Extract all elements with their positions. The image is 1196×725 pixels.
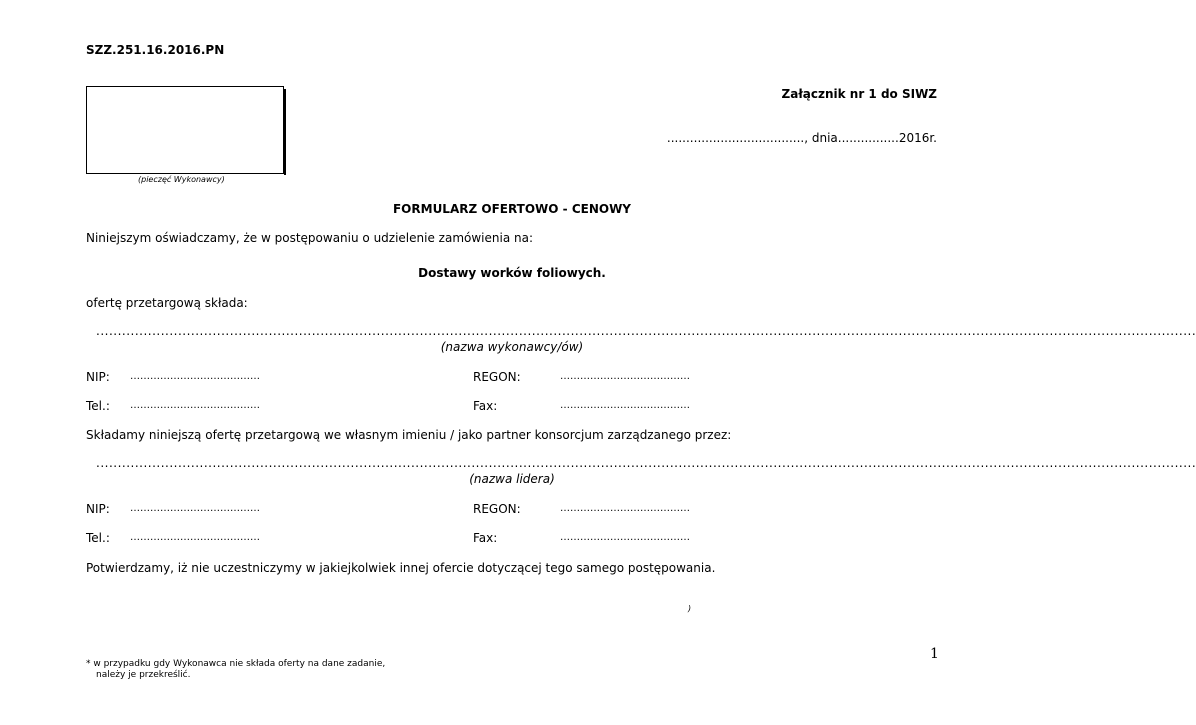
leader-tel-field: …………………………………	[130, 532, 260, 543]
nip-label: NIP:	[86, 370, 110, 384]
intro-text: Niniejszym oświadczamy, że w postępowaniu o udzielenie zamówienia na:	[86, 231, 533, 245]
footnote-line-1: * w przypadku gdy Wykonawca nie składa oferty na dane zadanie,	[86, 659, 386, 669]
page-number: 1	[930, 646, 939, 662]
leader-fax-field: …………………………………	[560, 532, 690, 543]
leader-nip-label: NIP:	[86, 502, 110, 516]
footnote-line-2: należy je przekreślić.	[96, 670, 191, 680]
attachment-label: Załącznik nr 1 do SIWZ	[781, 87, 937, 101]
contractor-name-line: ...............................................................................................................................................................................................................................................................	[96, 324, 1196, 338]
confirmation-text: Potwierdzamy, iż nie uczestniczymy w jakiejkolwiek innej ofercie dotyczącej tego samego postępowania.	[86, 561, 716, 575]
regon-label: REGON:	[473, 370, 521, 384]
tel-field: …………………………………	[130, 400, 260, 411]
offer-by-label: ofertę przetargową składa:	[86, 296, 248, 310]
leader-tel-label: Tel.:	[86, 531, 110, 545]
leader-nip-field: …………………………………	[130, 503, 260, 514]
order-subject: Dostawy worków foliowych.	[418, 266, 606, 280]
form-title: FORMULARZ OFERTOWO - CENOWY	[392, 202, 631, 216]
leader-caption: (nazwa lidera)	[469, 472, 555, 486]
date-line: ...................................., dnia................2016r.	[666, 131, 937, 145]
stamp-box	[86, 86, 284, 174]
consortium-text: Składamy niniejszą ofertę przetargową we własnym imieniu / jako partner konsorcjum zarządzanego przez:	[86, 428, 732, 442]
stray-mark: )	[688, 604, 692, 613]
fax-field: …………………………………	[560, 400, 690, 411]
reference-number: SZZ.251.16.2016.PN	[86, 43, 225, 57]
leader-regon-label: REGON:	[473, 502, 521, 516]
stamp-caption: (pieczęć Wykonawcy)	[138, 175, 225, 184]
leader-fax-label: Fax:	[473, 531, 498, 545]
leader-regon-field: …………………………………	[560, 503, 690, 514]
fax-label: Fax:	[473, 399, 498, 413]
contractor-caption: (nazwa wykonawcy/ów)	[440, 340, 584, 354]
tel-label: Tel.:	[86, 399, 110, 413]
nip-field: …………………………………	[130, 371, 260, 382]
regon-field: …………………………………	[560, 371, 690, 382]
leader-name-line: ...............................................................................................................................................................................................................................................................	[96, 456, 1196, 470]
